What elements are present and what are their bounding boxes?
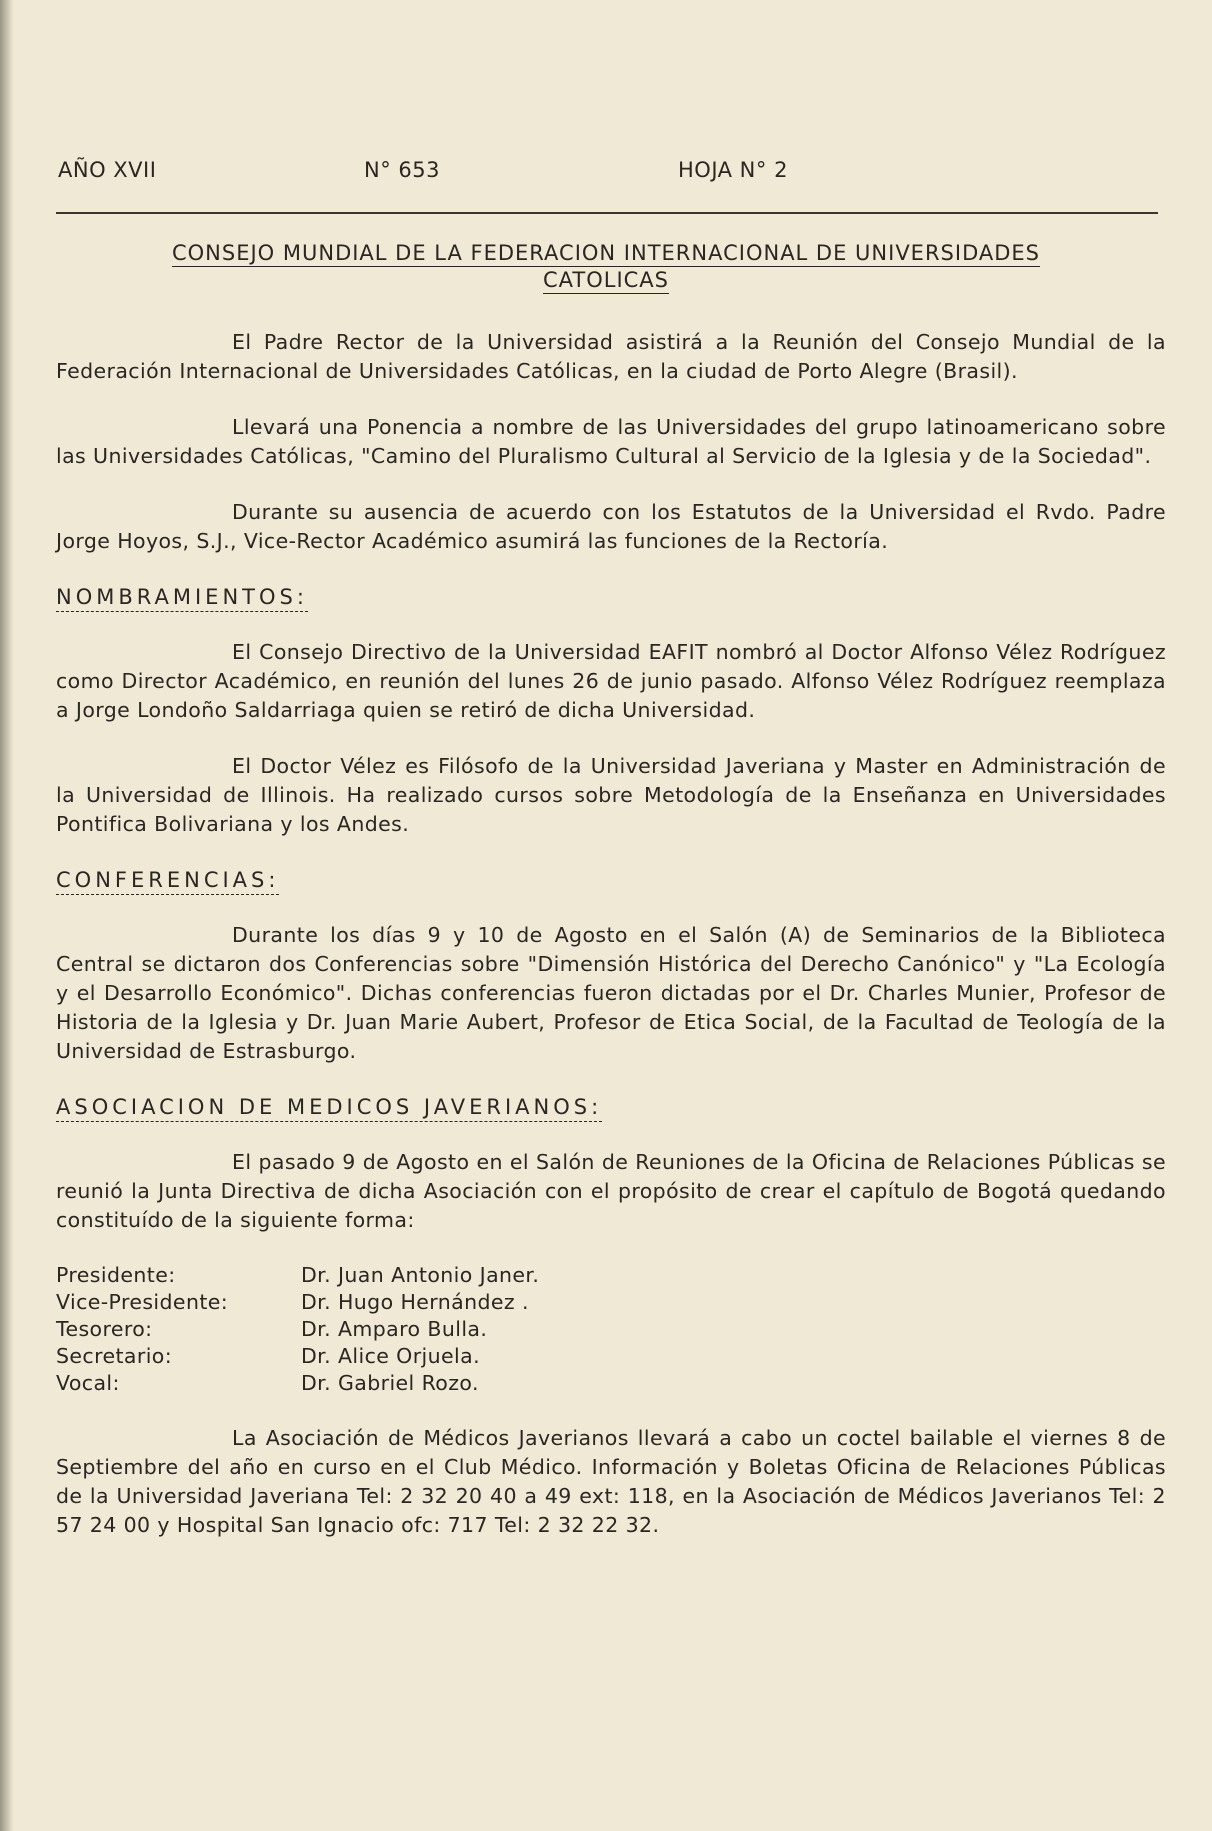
officer-role: Secretario:: [56, 1344, 173, 1368]
issue-year: AÑO XVII: [58, 158, 157, 182]
officer-row: [56, 1343, 1166, 1370]
officer-name: Dr. Amparo Bulla.: [301, 1317, 488, 1341]
page-edge-shadow: [0, 0, 14, 1831]
nombramientos-paragraph-2: El Doctor Vélez es Filósofo de la Universidad Javeriana y Master en Administración de la Universidad de Illinois. Ha realizado cursos sobre Metodología de la Enseñanza en Universidades Pontifica Bolivariana y los Andes.: [56, 754, 1166, 836]
officers-list: [56, 1262, 1166, 1397]
sheet-number: HOJA N° 2: [678, 158, 788, 182]
consejo-paragraph-1: El Padre Rector de la Universidad asistirá a la Reunión del Consejo Mundial de la Federación Internacional de Universidades Católicas, en la ciudad de Porto Alegre (Brasil).: [56, 330, 1166, 383]
officer-name: Dr. Alice Orjuela.: [301, 1344, 481, 1368]
section-heading-conferencias: [56, 866, 1166, 894]
bulletin-page: [56, 140, 1166, 1537]
officer-name: Dr. Hugo Hernández .: [301, 1290, 529, 1314]
nombramientos-paragraph-1: El Consejo Directivo de la Universidad EAFIT nombró al Doctor Alfonso Vélez Rodríguez como Director Académico, en reunión del lunes 26 de junio pasado. Alfonso Vélez Rodríguez reemplaza a Jorge Londoño Saldarriaga quien se retiró de dicha Universidad.: [56, 640, 1166, 722]
title-line-2: CATOLICAS: [542, 268, 669, 292]
asociacion-paragraph-2: La Asociación de Médicos Javerianos llevará a cabo un coctel bailable el viernes 8 de Septiembre del año en curso en el Club Médico. Información y Boletas Oficina de Relaciones Públicas de la Universidad Javeriana Tel: 2 32 20 40 a 49 ext: 118, en la Asociación de Médicos Javerianos Tel: 2 57 24 00 y Hospital San Ignacio ofc: 717 Tel: 2 32 22 32.: [56, 1426, 1166, 1537]
conferencias-paragraph-1: Durante los días 9 y 10 de Agosto en el Salón (A) de Seminarios de la Biblioteca Central se dictaron dos Conferencias sobre "Dimensión Histórica del Derecho Canónico" y "La Ecología y el Desarrollo Económico". Dichas conferencias fueron dictadas por el Dr. Charles Munier, Profesor de Historia de la Iglesia y Dr. Juan Marie Aubert, Profesor de Etica Social, de la Facultad de Teología de la Universidad de Estrasburgo.: [56, 923, 1166, 1063]
consejo-paragraph-3: Durante su ausencia de acuerdo con los Estatutos de la Universidad el Rvdo. Padre Jorge Hoyos, S.J., Vice-Rector Académico asumirá las funciones de la Rectoría.: [56, 500, 1166, 553]
asociacion-paragraph-1: El pasado 9 de Agosto en el Salón de Reuniones de la Oficina de Relaciones Públicas se reunió la Junta Directiva de dicha Asociación con el propósito de crear el capítulo de Bogotá quedando constituído de la siguiente forma:: [56, 1150, 1166, 1232]
consejo-paragraph-2: Llevará una Ponencia a nombre de las Universidades del grupo latinoamericano sobre las Universidades Católicas, "Camino del Pluralismo Cultural al Servicio de la Iglesia y de la Sociedad".: [56, 415, 1166, 468]
officer-role: Tesorero:: [56, 1317, 153, 1341]
page-title: [56, 240, 1156, 294]
section-heading-asociacion: [56, 1093, 1166, 1121]
bulletin-content: [56, 328, 1166, 1567]
officer-role: Presidente:: [56, 1263, 176, 1287]
section-heading-nombramientos: [56, 583, 1166, 611]
asociacion-heading-text: ASOCIACION DE MEDICOS JAVERIANOS:: [56, 1095, 602, 1122]
officer-row: [56, 1289, 1166, 1316]
page-header: [56, 140, 1166, 186]
officer-name: Dr. Juan Antonio Janer.: [301, 1263, 540, 1287]
header-rule: [56, 212, 1158, 214]
nombramientos-heading-text: NOMBRAMIENTOS:: [56, 585, 308, 612]
conferencias-heading-text: CONFERENCIAS:: [56, 868, 279, 895]
officer-row: [56, 1370, 1166, 1397]
officer-name: Dr. Gabriel Rozo.: [301, 1371, 479, 1395]
officer-row: [56, 1262, 1166, 1289]
officer-role: Vocal:: [56, 1371, 120, 1395]
officer-role: Vice-Presidente:: [56, 1290, 229, 1314]
title-line-1: CONSEJO MUNDIAL DE LA FEDERACION INTERNACIONAL DE UNIVERSIDADES: [171, 241, 1041, 265]
issue-number: N° 653: [364, 158, 440, 182]
officer-row: [56, 1316, 1166, 1343]
